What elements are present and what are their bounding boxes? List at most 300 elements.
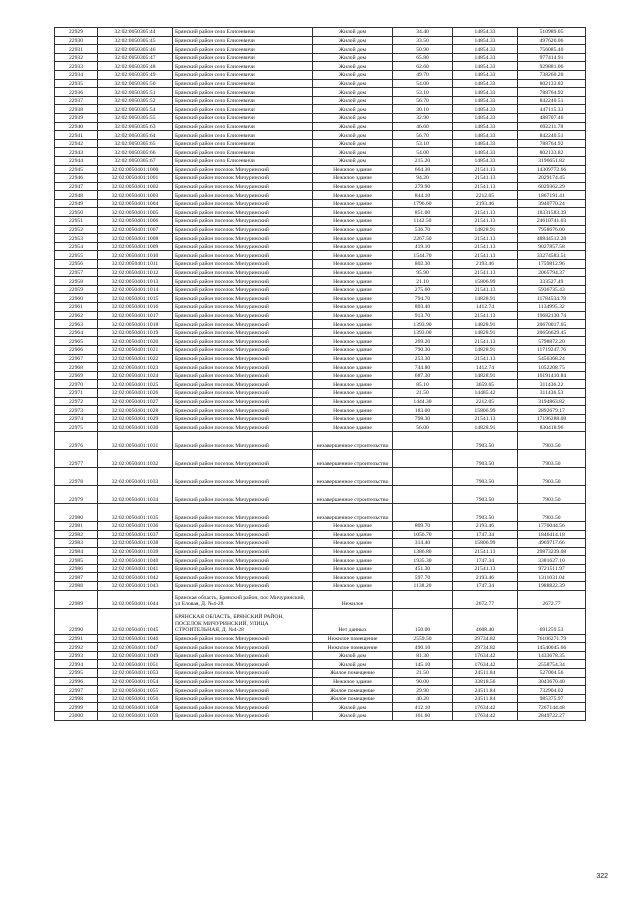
row-number-cell: 22955 bbox=[55, 251, 98, 260]
row-number-cell: 22977 bbox=[55, 449, 98, 467]
purpose-cell: Нежилое здание bbox=[313, 573, 393, 582]
purpose-cell: незавершенное строительство bbox=[313, 485, 393, 503]
table-row bbox=[55, 268, 586, 277]
table-row bbox=[55, 131, 586, 140]
row-number-cell: 22961 bbox=[55, 303, 98, 312]
address-cell: Брянский район село Елисеевичи bbox=[173, 62, 313, 71]
cadastral-number-cell: 32:02:0050401:1016 bbox=[98, 303, 173, 312]
cadastral-number-cell: 32:02:0050401:1043 bbox=[98, 582, 173, 591]
row-number-cell: 22978 bbox=[55, 467, 98, 485]
cadastral-value-cell: 802133.82 bbox=[518, 148, 586, 157]
area-cell: 85.10 bbox=[393, 380, 453, 389]
row-number-cell: 22997 bbox=[55, 686, 98, 695]
purpose-cell: Нежилое здание bbox=[313, 337, 393, 346]
row-number-cell: 22966 bbox=[55, 345, 98, 354]
table-row bbox=[55, 148, 586, 157]
cadastral-value-cell: 7903.50 bbox=[518, 503, 586, 521]
table-row bbox=[55, 251, 586, 260]
cadastral-value-cell: 11719247.76 bbox=[518, 345, 586, 354]
cadastral-number-cell: 32:02:0050401:1033 bbox=[98, 467, 173, 485]
address-cell: Брянский район поселок Мичуринский bbox=[173, 423, 313, 432]
unit-value-cell: 14485.42 bbox=[453, 388, 518, 397]
address-cell: Брянский район поселок Мичуринский bbox=[173, 388, 313, 397]
address-cell: Брянский район село Елисеевичи bbox=[173, 113, 313, 122]
area-cell: 419.10 bbox=[393, 242, 453, 251]
cadastral-number-cell: 32:02:0050305:66 bbox=[98, 148, 173, 157]
table-row bbox=[55, 539, 586, 548]
row-number-cell: 22963 bbox=[55, 320, 98, 329]
area-cell: 56.70 bbox=[393, 96, 453, 105]
area-cell: 536.70 bbox=[393, 225, 453, 234]
row-number-cell: 22960 bbox=[55, 294, 98, 303]
row-number-cell: 22930 bbox=[55, 36, 98, 45]
purpose-cell: Нежилое здание bbox=[313, 285, 393, 294]
table-row bbox=[55, 311, 586, 320]
purpose-cell: незавершенное строительство bbox=[313, 467, 393, 485]
cadastral-number-cell: 32:02:0050401:1010 bbox=[98, 251, 173, 260]
row-number-cell: 22995 bbox=[55, 669, 98, 678]
unit-value-cell: 17634.42 bbox=[453, 651, 518, 660]
purpose-cell: Нежилое bbox=[313, 590, 393, 608]
table-row bbox=[55, 414, 586, 423]
cadastral-number-cell: 32:02:0050305:47 bbox=[98, 53, 173, 62]
table-row bbox=[55, 608, 586, 634]
row-number-cell: 22985 bbox=[55, 556, 98, 565]
purpose-cell: Нежилое здание bbox=[313, 406, 393, 415]
register-sheet bbox=[54, 27, 585, 721]
cadastral-value-cell: 3940770.24 bbox=[518, 199, 586, 208]
address-cell: Брянский район поселок Мичуринский bbox=[173, 582, 313, 591]
area-cell: 161.60 bbox=[393, 712, 453, 721]
table-row bbox=[55, 242, 586, 251]
area-cell: 490.10 bbox=[393, 643, 453, 652]
table-row bbox=[55, 139, 586, 148]
address-cell: Брянский район поселок Мичуринский bbox=[173, 431, 313, 449]
row-number-cell: 22990 bbox=[55, 608, 98, 634]
row-number-cell: 22994 bbox=[55, 660, 98, 669]
purpose-cell: Нежилое здание bbox=[313, 320, 393, 329]
unit-value-cell: 14828.91 bbox=[453, 320, 518, 329]
purpose-cell: Нежилое здание bbox=[313, 311, 393, 320]
address-cell: Брянский район поселок Мичуринский bbox=[173, 260, 313, 269]
cadastral-number-cell: 32:02:0050401:1040 bbox=[98, 556, 173, 565]
cadastral-value-cell: 788764.92 bbox=[518, 88, 586, 97]
purpose-cell: Жилой дом bbox=[313, 36, 393, 45]
area-cell: 851.00 bbox=[393, 208, 453, 217]
cadastral-value-cell: 5936735.43 bbox=[518, 285, 586, 294]
purpose-cell: Нежилое здание bbox=[313, 277, 393, 286]
row-number-cell: 22968 bbox=[55, 363, 98, 372]
unit-value-cell: 14854.33 bbox=[453, 156, 518, 165]
row-number-cell: 22962 bbox=[55, 311, 98, 320]
table-row bbox=[55, 503, 586, 521]
cadastral-number-cell: 32:02:0050401:1030 bbox=[98, 423, 173, 432]
table-row bbox=[55, 660, 586, 669]
cadastral-number-cell: 32:02:0050401:1005 bbox=[98, 208, 173, 217]
address-cell: Брянский район поселок Мичуринский bbox=[173, 337, 313, 346]
cadastral-value-cell: 24610741.03 bbox=[518, 217, 586, 226]
row-number-cell: 22975 bbox=[55, 423, 98, 432]
row-number-cell: 22996 bbox=[55, 677, 98, 686]
cadastral-value-cell: 11784534.78 bbox=[518, 294, 586, 303]
row-number-cell: 22989 bbox=[55, 590, 98, 608]
purpose-cell: Нежилое здание bbox=[313, 556, 393, 565]
cadastral-number-cell: 32:02:0050305:54 bbox=[98, 105, 173, 114]
row-number-cell: 22948 bbox=[55, 191, 98, 200]
area-cell bbox=[393, 590, 453, 608]
unit-value-cell: 21541.13 bbox=[453, 354, 518, 363]
row-number-cell: 22979 bbox=[55, 485, 98, 503]
cadastral-value-cell: 1311031.04 bbox=[518, 573, 586, 582]
table-row bbox=[55, 28, 586, 37]
unit-value-cell: 14854.33 bbox=[453, 62, 518, 71]
cadastral-number-cell: 32:02:0050401:1051 bbox=[98, 660, 173, 669]
unit-value-cell: 21541.13 bbox=[453, 182, 518, 191]
cadastral-value-cell: 33274583.51 bbox=[518, 251, 586, 260]
unit-value-cell: 2193.46 bbox=[453, 573, 518, 582]
row-number-cell: 22954 bbox=[55, 242, 98, 251]
unit-value-cell: 7903.50 bbox=[453, 467, 518, 485]
cadastral-value-cell: 497620.06 bbox=[518, 36, 586, 45]
address-cell: Брянский район село Елисеевичи bbox=[173, 45, 313, 54]
address-cell: Брянский район поселок Мичуринский bbox=[173, 225, 313, 234]
area-cell: 53.10 bbox=[393, 139, 453, 148]
cadastral-number-cell: 32:02:0050401:1047 bbox=[98, 643, 173, 652]
row-number-cell: 22984 bbox=[55, 547, 98, 556]
area-cell: 913.70 bbox=[393, 311, 453, 320]
area-cell: 269.20 bbox=[393, 337, 453, 346]
cadastral-number-cell: 32:02:0050401:1046 bbox=[98, 634, 173, 643]
address-cell: Брянский район поселок Мичуринский bbox=[173, 268, 313, 277]
area-cell: 1444.30 bbox=[393, 397, 453, 406]
purpose-cell: Нежилое здание bbox=[313, 199, 393, 208]
address-cell: Брянский район село Елисеевичи bbox=[173, 122, 313, 131]
area-cell: 803.40 bbox=[393, 303, 453, 312]
purpose-cell: незавершенное строительство bbox=[313, 503, 393, 521]
purpose-cell: Жилой дом bbox=[313, 96, 393, 105]
cadastral-number-cell: 32:02:0050305:51 bbox=[98, 88, 173, 97]
row-number-cell: 22944 bbox=[55, 156, 98, 165]
address-cell: Брянский район поселок Мичуринский bbox=[173, 634, 313, 643]
cadastral-value-cell: 7903.50 bbox=[518, 485, 586, 503]
table-row bbox=[55, 694, 586, 703]
row-number-cell: 22941 bbox=[55, 131, 98, 140]
unit-value-cell: 1747.34 bbox=[453, 556, 518, 565]
cadastral-number-cell: 32:02:0050401:1008 bbox=[98, 234, 173, 243]
cadastral-number-cell: 32:02:0050401:1036 bbox=[98, 521, 173, 530]
address-cell: Брянский район поселок Мичуринский bbox=[173, 414, 313, 423]
cadastral-value-cell: 2029174.45 bbox=[518, 174, 586, 183]
cadastral-value-cell: 7958676.00 bbox=[518, 225, 586, 234]
area-cell bbox=[393, 503, 453, 521]
cadastral-number-cell: 32:02:0050401:1038 bbox=[98, 539, 173, 548]
purpose-cell: Жилое помещение bbox=[313, 686, 393, 695]
cadastral-value-cell: 830418.96 bbox=[518, 423, 586, 432]
row-number-cell: 22934 bbox=[55, 70, 98, 79]
address-cell: Брянский район поселок Мичуринский bbox=[173, 703, 313, 712]
cadastral-value-cell: 29873239.08 bbox=[518, 547, 586, 556]
row-number-cell: 22991 bbox=[55, 634, 98, 643]
table-row bbox=[55, 345, 586, 354]
table-row bbox=[55, 669, 586, 678]
address-cell: Брянский район поселок Мичуринский bbox=[173, 677, 313, 686]
unit-value-cell: 7903.50 bbox=[453, 503, 518, 521]
row-number-cell: 22965 bbox=[55, 337, 98, 346]
cadastral-number-cell: 32:02:0050305:49 bbox=[98, 70, 173, 79]
row-number-cell: 22958 bbox=[55, 277, 98, 286]
cadastral-number-cell: 32:02:0050401:1019 bbox=[98, 328, 173, 337]
area-cell: 34.40 bbox=[393, 28, 453, 37]
table-row bbox=[55, 113, 586, 122]
table-row bbox=[55, 53, 586, 62]
address-cell: Брянский район поселок Мичуринский bbox=[173, 503, 313, 521]
cadastral-value-cell: 10191410.84 bbox=[518, 371, 586, 380]
address-cell: Брянский район поселок Мичуринский bbox=[173, 564, 313, 573]
table-row bbox=[55, 590, 586, 608]
purpose-cell: Жилой дом bbox=[313, 45, 393, 54]
table-row bbox=[55, 294, 586, 303]
area-cell: 2267.50 bbox=[393, 234, 453, 243]
area-cell: 253.30 bbox=[393, 354, 453, 363]
cadastral-number-cell: 32:02:0050401:1013 bbox=[98, 277, 173, 286]
area-cell: 33.50 bbox=[393, 36, 453, 45]
row-number-cell: 22972 bbox=[55, 397, 98, 406]
row-number-cell: 22951 bbox=[55, 217, 98, 226]
address-cell: Брянский район поселок Мичуринский bbox=[173, 242, 313, 251]
purpose-cell: Нежилое здание bbox=[313, 328, 393, 337]
area-cell: 21.50 bbox=[393, 669, 453, 678]
cadastral-number-cell: 32:02:0050401:1006 bbox=[98, 217, 173, 226]
row-number-cell: 22947 bbox=[55, 182, 98, 191]
area-cell: 809.70 bbox=[393, 521, 453, 530]
purpose-cell: Нежилое здание bbox=[313, 547, 393, 556]
unit-value-cell: 14854.33 bbox=[453, 131, 518, 140]
area-cell: 29.90 bbox=[393, 686, 453, 695]
cadastral-number-cell: 32:02:0050401:1017 bbox=[98, 311, 173, 320]
table-row bbox=[55, 467, 586, 485]
table-row bbox=[55, 397, 586, 406]
purpose-cell: Нежилое здание bbox=[313, 242, 393, 251]
purpose-cell: Нежилое здание bbox=[313, 388, 393, 397]
address-cell: Брянский район село Елисеевичи bbox=[173, 148, 313, 157]
area-cell: 802.30 bbox=[393, 260, 453, 269]
cadastral-table bbox=[54, 27, 586, 721]
address-cell: Брянский район поселок Мичуринский bbox=[173, 449, 313, 467]
cadastral-value-cell: 447115.33 bbox=[518, 105, 586, 114]
cadastral-number-cell: 32:02:0050401:1049 bbox=[98, 651, 173, 660]
cadastral-number-cell: 32:02:0050401:1002 bbox=[98, 182, 173, 191]
address-cell: Брянский район поселок Мичуринский bbox=[173, 712, 313, 721]
unit-value-cell: 7903.50 bbox=[453, 449, 518, 467]
cadastral-number-cell: 32:02:0050305:48 bbox=[98, 62, 173, 71]
purpose-cell: Жилой дом bbox=[313, 651, 393, 660]
area-cell: 279.90 bbox=[393, 182, 453, 191]
row-number-cell: 22942 bbox=[55, 139, 98, 148]
purpose-cell: Нежилое здание bbox=[313, 582, 393, 591]
area-cell: 49.70 bbox=[393, 70, 453, 79]
purpose-cell: Нежилое здание bbox=[313, 363, 393, 372]
cadastral-value-cell: 1867191.41 bbox=[518, 191, 586, 200]
purpose-cell: Нежилое здание bbox=[313, 260, 393, 269]
row-number-cell: 22933 bbox=[55, 62, 98, 71]
cadastral-value-cell: 6029362.29 bbox=[518, 182, 586, 191]
cadastral-number-cell: 32:02:0050401:1021 bbox=[98, 345, 173, 354]
unit-value-cell: 15806.99 bbox=[453, 277, 518, 286]
cadastral-value-cell: 18331583.39 bbox=[518, 208, 586, 217]
unit-value-cell: 14828.91 bbox=[453, 423, 518, 432]
unit-value-cell: 21541.13 bbox=[453, 268, 518, 277]
cadastral-value-cell: 20656629.45 bbox=[518, 328, 586, 337]
unit-value-cell: 14854.33 bbox=[453, 122, 518, 131]
unit-value-cell: 17634.42 bbox=[453, 660, 518, 669]
cadastral-number-cell: 32:02:0050401:1039 bbox=[98, 547, 173, 556]
address-cell: Брянский район село Елисеевичи bbox=[173, 36, 313, 45]
address-cell: Брянский район село Елисеевичи bbox=[173, 139, 313, 148]
area-cell: 94.20 bbox=[393, 174, 453, 183]
table-row bbox=[55, 165, 586, 174]
area-cell: 145.10 bbox=[393, 660, 453, 669]
purpose-cell: Жилой дом bbox=[313, 105, 393, 114]
purpose-cell: Нежилое здание bbox=[313, 217, 393, 226]
cadastral-value-cell: 732904.02 bbox=[518, 686, 586, 695]
area-cell: 1393.00 bbox=[393, 328, 453, 337]
cadastral-number-cell: 32:02:0050401:1056 bbox=[98, 694, 173, 703]
cadastral-number-cell: 32:02:0050401:1007 bbox=[98, 225, 173, 234]
address-cell: Брянский район поселок Мичуринский bbox=[173, 651, 313, 660]
address-cell: Брянский район поселок Мичуринский bbox=[173, 251, 313, 260]
table-row bbox=[55, 88, 586, 97]
row-number-cell: 22953 bbox=[55, 234, 98, 243]
cadastral-value-cell: 3381627.10 bbox=[518, 556, 586, 565]
purpose-cell: Нежилое здание bbox=[313, 564, 393, 573]
cadastral-value-cell: 2065794.37 bbox=[518, 268, 586, 277]
table-row bbox=[55, 70, 586, 79]
unit-value-cell: 21541.13 bbox=[453, 311, 518, 320]
cadastral-value-cell: 1846414.18 bbox=[518, 530, 586, 539]
area-cell: 21.50 bbox=[393, 388, 453, 397]
table-row bbox=[55, 122, 586, 131]
purpose-cell: Нежилое помещение bbox=[313, 643, 393, 652]
table-row bbox=[55, 556, 586, 565]
area-cell: 1544.70 bbox=[393, 251, 453, 260]
table-row bbox=[55, 547, 586, 556]
row-number-cell: 22967 bbox=[55, 354, 98, 363]
unit-value-cell: 14854.33 bbox=[453, 139, 518, 148]
table-row bbox=[55, 371, 586, 380]
cadastral-number-cell: 32:02:0050401:1034 bbox=[98, 485, 173, 503]
table-row bbox=[55, 225, 586, 234]
unit-value-cell: 29734.82 bbox=[453, 643, 518, 652]
address-cell: Брянский район поселок Мичуринский bbox=[173, 165, 313, 174]
unit-value-cell: 7903.50 bbox=[453, 431, 518, 449]
address-cell: Брянский район поселок Мичуринский bbox=[173, 694, 313, 703]
unit-value-cell: 14854.33 bbox=[453, 36, 518, 45]
purpose-cell: Нежилое здание bbox=[313, 380, 393, 389]
cadastral-number-cell: 32:02:0050401:1045 bbox=[98, 608, 173, 634]
row-number-cell: 22993 bbox=[55, 651, 98, 660]
table-row bbox=[55, 260, 586, 269]
unit-value-cell: 14854.33 bbox=[453, 113, 518, 122]
cadastral-number-cell: 32:02:0050401:1001 bbox=[98, 174, 173, 183]
cadastral-value-cell: 7903.50 bbox=[518, 431, 586, 449]
unit-value-cell: 21541.13 bbox=[453, 251, 518, 260]
cadastral-number-cell: 32:02:0050305:67 bbox=[98, 156, 173, 165]
purpose-cell: Жилой дом bbox=[313, 703, 393, 712]
row-number-cell: 22980 bbox=[55, 503, 98, 521]
row-number-cell: 22999 bbox=[55, 703, 98, 712]
cadastral-value-cell: 510989.05 bbox=[518, 28, 586, 37]
unit-value-cell: 17634.42 bbox=[453, 703, 518, 712]
area-cell: 1393.90 bbox=[393, 320, 453, 329]
purpose-cell: Жилой дом bbox=[313, 62, 393, 71]
address-cell: Брянский район село Елисеевичи bbox=[173, 53, 313, 62]
cadastral-value-cell: 311436.53 bbox=[518, 388, 586, 397]
area-cell: 687.30 bbox=[393, 371, 453, 380]
cadastral-value-cell: 3196651.82 bbox=[518, 156, 586, 165]
unit-value-cell: 1747.34 bbox=[453, 530, 518, 539]
row-number-cell: 22987 bbox=[55, 573, 98, 582]
cadastral-value-cell: 1776044.56 bbox=[518, 521, 586, 530]
purpose-cell: незавершенное строительство bbox=[313, 449, 393, 467]
cadastral-value-cell: 7267144.48 bbox=[518, 703, 586, 712]
address-cell: Брянский район поселок Мичуринский bbox=[173, 294, 313, 303]
table-row bbox=[55, 62, 586, 71]
cadastral-number-cell: 32:02:0050401:1055 bbox=[98, 686, 173, 695]
unit-value-cell: 1412.74 bbox=[453, 303, 518, 312]
purpose-cell: Жилой дом bbox=[313, 70, 393, 79]
area-cell: 215.20 bbox=[393, 156, 453, 165]
purpose-cell: Нежилое здание bbox=[313, 354, 393, 363]
address-cell: Брянский район село Елисеевичи bbox=[173, 88, 313, 97]
unit-value-cell: 21541.13 bbox=[453, 414, 518, 423]
cadastral-number-cell: 32:02:0050401:1003 bbox=[98, 191, 173, 200]
table-row bbox=[55, 156, 586, 165]
cadastral-value-cell: 48844512.28 bbox=[518, 234, 586, 243]
purpose-cell: незавершенное строительство bbox=[313, 431, 393, 449]
cadastral-value-cell: 691259.53 bbox=[518, 608, 586, 634]
cadastral-number-cell: 32:02:0050401:1022 bbox=[98, 354, 173, 363]
unit-value-cell: 21541.13 bbox=[453, 337, 518, 346]
cadastral-value-cell: 2849722.27 bbox=[518, 712, 586, 721]
area-cell: 90.00 bbox=[393, 677, 453, 686]
address-cell: Брянский район село Елисеевичи bbox=[173, 28, 313, 37]
address-cell: Брянский район поселок Мичуринский bbox=[173, 660, 313, 669]
address-cell: Брянский район село Елисеевичи bbox=[173, 105, 313, 114]
address-cell: Брянский район поселок Мичуринский bbox=[173, 406, 313, 415]
purpose-cell: Жилой дом bbox=[313, 660, 393, 669]
unit-value-cell: 14854.33 bbox=[453, 28, 518, 37]
row-number-cell: 22938 bbox=[55, 105, 98, 114]
cadastral-value-cell: 756085.40 bbox=[518, 45, 586, 54]
row-number-cell: 22929 bbox=[55, 28, 98, 37]
table-row bbox=[55, 712, 586, 721]
cadastral-number-cell: 32:02:0050305:64 bbox=[98, 131, 173, 140]
purpose-cell: Нежилое здание bbox=[313, 414, 393, 423]
cadastral-number-cell: 32:02:0050401:1026 bbox=[98, 388, 173, 397]
purpose-cell: Нежилое здание bbox=[313, 303, 393, 312]
row-number-cell: 22937 bbox=[55, 96, 98, 105]
area-cell bbox=[393, 449, 453, 467]
purpose-cell: Жилой дом bbox=[313, 139, 393, 148]
address-cell: Брянский район поселок Мичуринский bbox=[173, 277, 313, 286]
table-row bbox=[55, 320, 586, 329]
area-cell: 32.90 bbox=[393, 113, 453, 122]
table-row bbox=[55, 388, 586, 397]
cadastral-value-cell: 4969717.66 bbox=[518, 539, 586, 548]
table-row bbox=[55, 105, 586, 114]
purpose-cell: Нежилое здание bbox=[313, 208, 393, 217]
cadastral-value-cell: 842240.51 bbox=[518, 131, 586, 140]
